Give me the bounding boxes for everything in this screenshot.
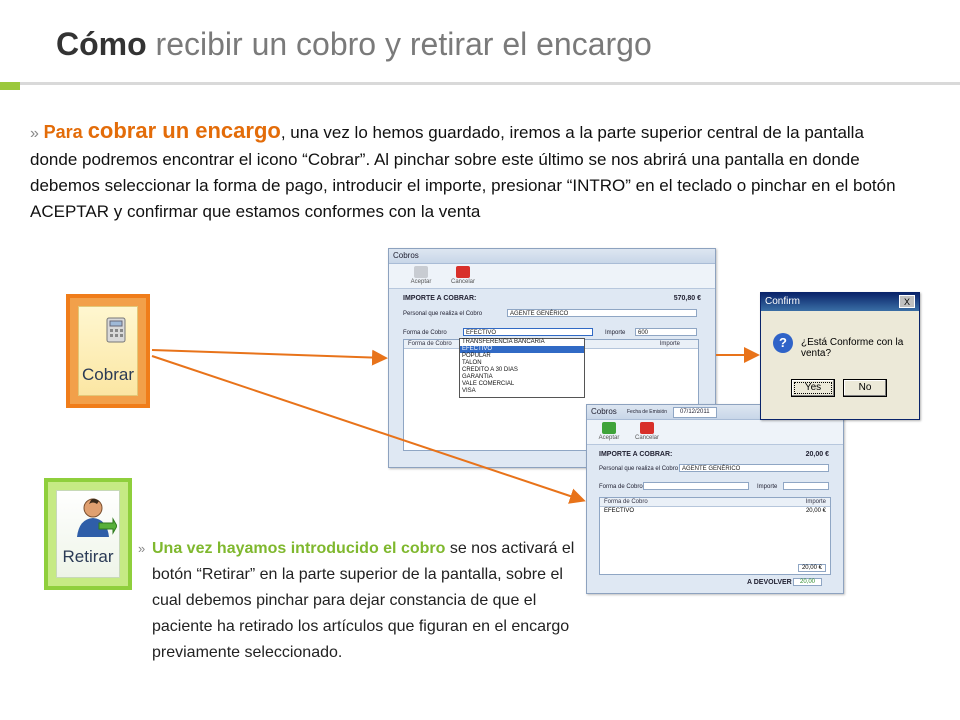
- importe-field-label: Importe: [757, 484, 778, 490]
- row-forma: EFECTIVO: [604, 508, 635, 514]
- fecha-value: 07/12/2011: [673, 407, 717, 418]
- personal-label: Personal que realiza el Cobro: [599, 466, 679, 472]
- confirm-title: Confirm: [765, 296, 801, 307]
- grid-total: 20,00 €: [798, 564, 826, 572]
- grid-col-forma: Forma de Cobro: [604, 499, 648, 505]
- window-title: Cobros: [389, 249, 715, 264]
- importe-cobrar-value: 570,80 €: [673, 295, 701, 302]
- dropdown-option[interactable]: CREDITO A 30 DIAS: [462, 367, 518, 373]
- dropdown-option[interactable]: VALE COMERCIAL: [462, 381, 515, 387]
- dropdown-option[interactable]: TRANSFERENCIA BANCARIA: [462, 339, 545, 345]
- bullet-glyph: »: [138, 541, 146, 556]
- importe-cobrar-label: IMPORTE A COBRAR:: [403, 295, 477, 302]
- grid-col-forma: Forma de Cobro: [408, 341, 452, 347]
- dropdown-option[interactable]: POPULAR: [462, 353, 491, 359]
- cobrar-label: Cobrar: [82, 365, 134, 384]
- cancel-button[interactable]: Cancelar: [633, 422, 661, 441]
- intro-paragraph: » Para cobrar un encargo, una vez lo hemos guardado, iremos a la parte superior central de la pantalla donde podremos encontrar el icono “Cobrar”. Al pinchar sobre este último se nos abrirá una pantalla en donde debemos seleccionar la forma de pago, introducir el importe, presionar “INTRO” en el teclado o pinchar en el botón ACEPTAR y confirmar que estamos conformes con la venta: [30, 118, 896, 221]
- personal-label: Personal que realiza el Cobro: [403, 311, 483, 317]
- arrow-cobrar-to-cobros2: [152, 356, 582, 500]
- close-button[interactable]: X: [899, 295, 915, 308]
- importe-cobrar-label: IMPORTE A COBRAR:: [599, 451, 673, 458]
- cancel-button[interactable]: Cancelar: [449, 266, 477, 285]
- dropdown-option[interactable]: GARANTIA: [462, 374, 493, 380]
- forma-label: Forma de Cobro: [599, 484, 643, 490]
- confirm-message: ¿Está Conforme con la venta?: [801, 337, 904, 359]
- no-button[interactable]: No: [843, 379, 887, 397]
- forma-label: Forma de Cobro: [403, 330, 447, 336]
- importe-cobrar-value: 20,00 €: [805, 451, 829, 458]
- devolver-value: 20,00: [793, 578, 822, 586]
- window-title: Cobros Fecha de Emisión 07/12/2011: [587, 405, 843, 420]
- yes-button[interactable]: Yes: [791, 379, 835, 397]
- question-icon: ?: [773, 333, 793, 353]
- accept-button[interactable]: Aceptar: [407, 266, 435, 285]
- importe-input[interactable]: 600: [635, 328, 697, 336]
- personal-select[interactable]: AGENTE GENÉRICO: [679, 464, 829, 472]
- retirar-label: Retirar: [62, 547, 114, 566]
- slide-title: Cómo recibir un cobro y retirar el encargo: [56, 26, 652, 62]
- dropdown-option[interactable]: VISA: [462, 388, 476, 394]
- dropdown-option[interactable]: TALON: [462, 360, 482, 366]
- devolver-label: A DEVOLVER: [747, 579, 792, 586]
- retirar-paragraph: » Una vez hayamos introducido el cobro se nos activará el botón “Retirar” en la parte superior de la pantalla, sobre el cual debemos pinchar para dejar constancia de que el paciente ha retirado los artículos que figuran en el encargo previamente seleccionado.: [152, 536, 576, 666]
- grid-col-importe: Importe: [805, 499, 826, 505]
- dropdown-option-selected[interactable]: EFECTIVO: [460, 346, 584, 353]
- arrow-cobrar-to-cobros: [152, 350, 384, 358]
- importe-field-label: Importe: [605, 330, 626, 336]
- forma-select[interactable]: EFECTIVO: [463, 328, 593, 336]
- row-importe: 20,00 €: [805, 508, 826, 514]
- fecha-label: Fecha de Emisión: [627, 409, 668, 415]
- accept-button[interactable]: Aceptar: [595, 422, 623, 441]
- personal-select[interactable]: AGENTE GENÉRICO: [507, 309, 697, 317]
- bullet-glyph: »: [30, 125, 39, 142]
- grid-col-importe: Importe: [659, 341, 680, 347]
